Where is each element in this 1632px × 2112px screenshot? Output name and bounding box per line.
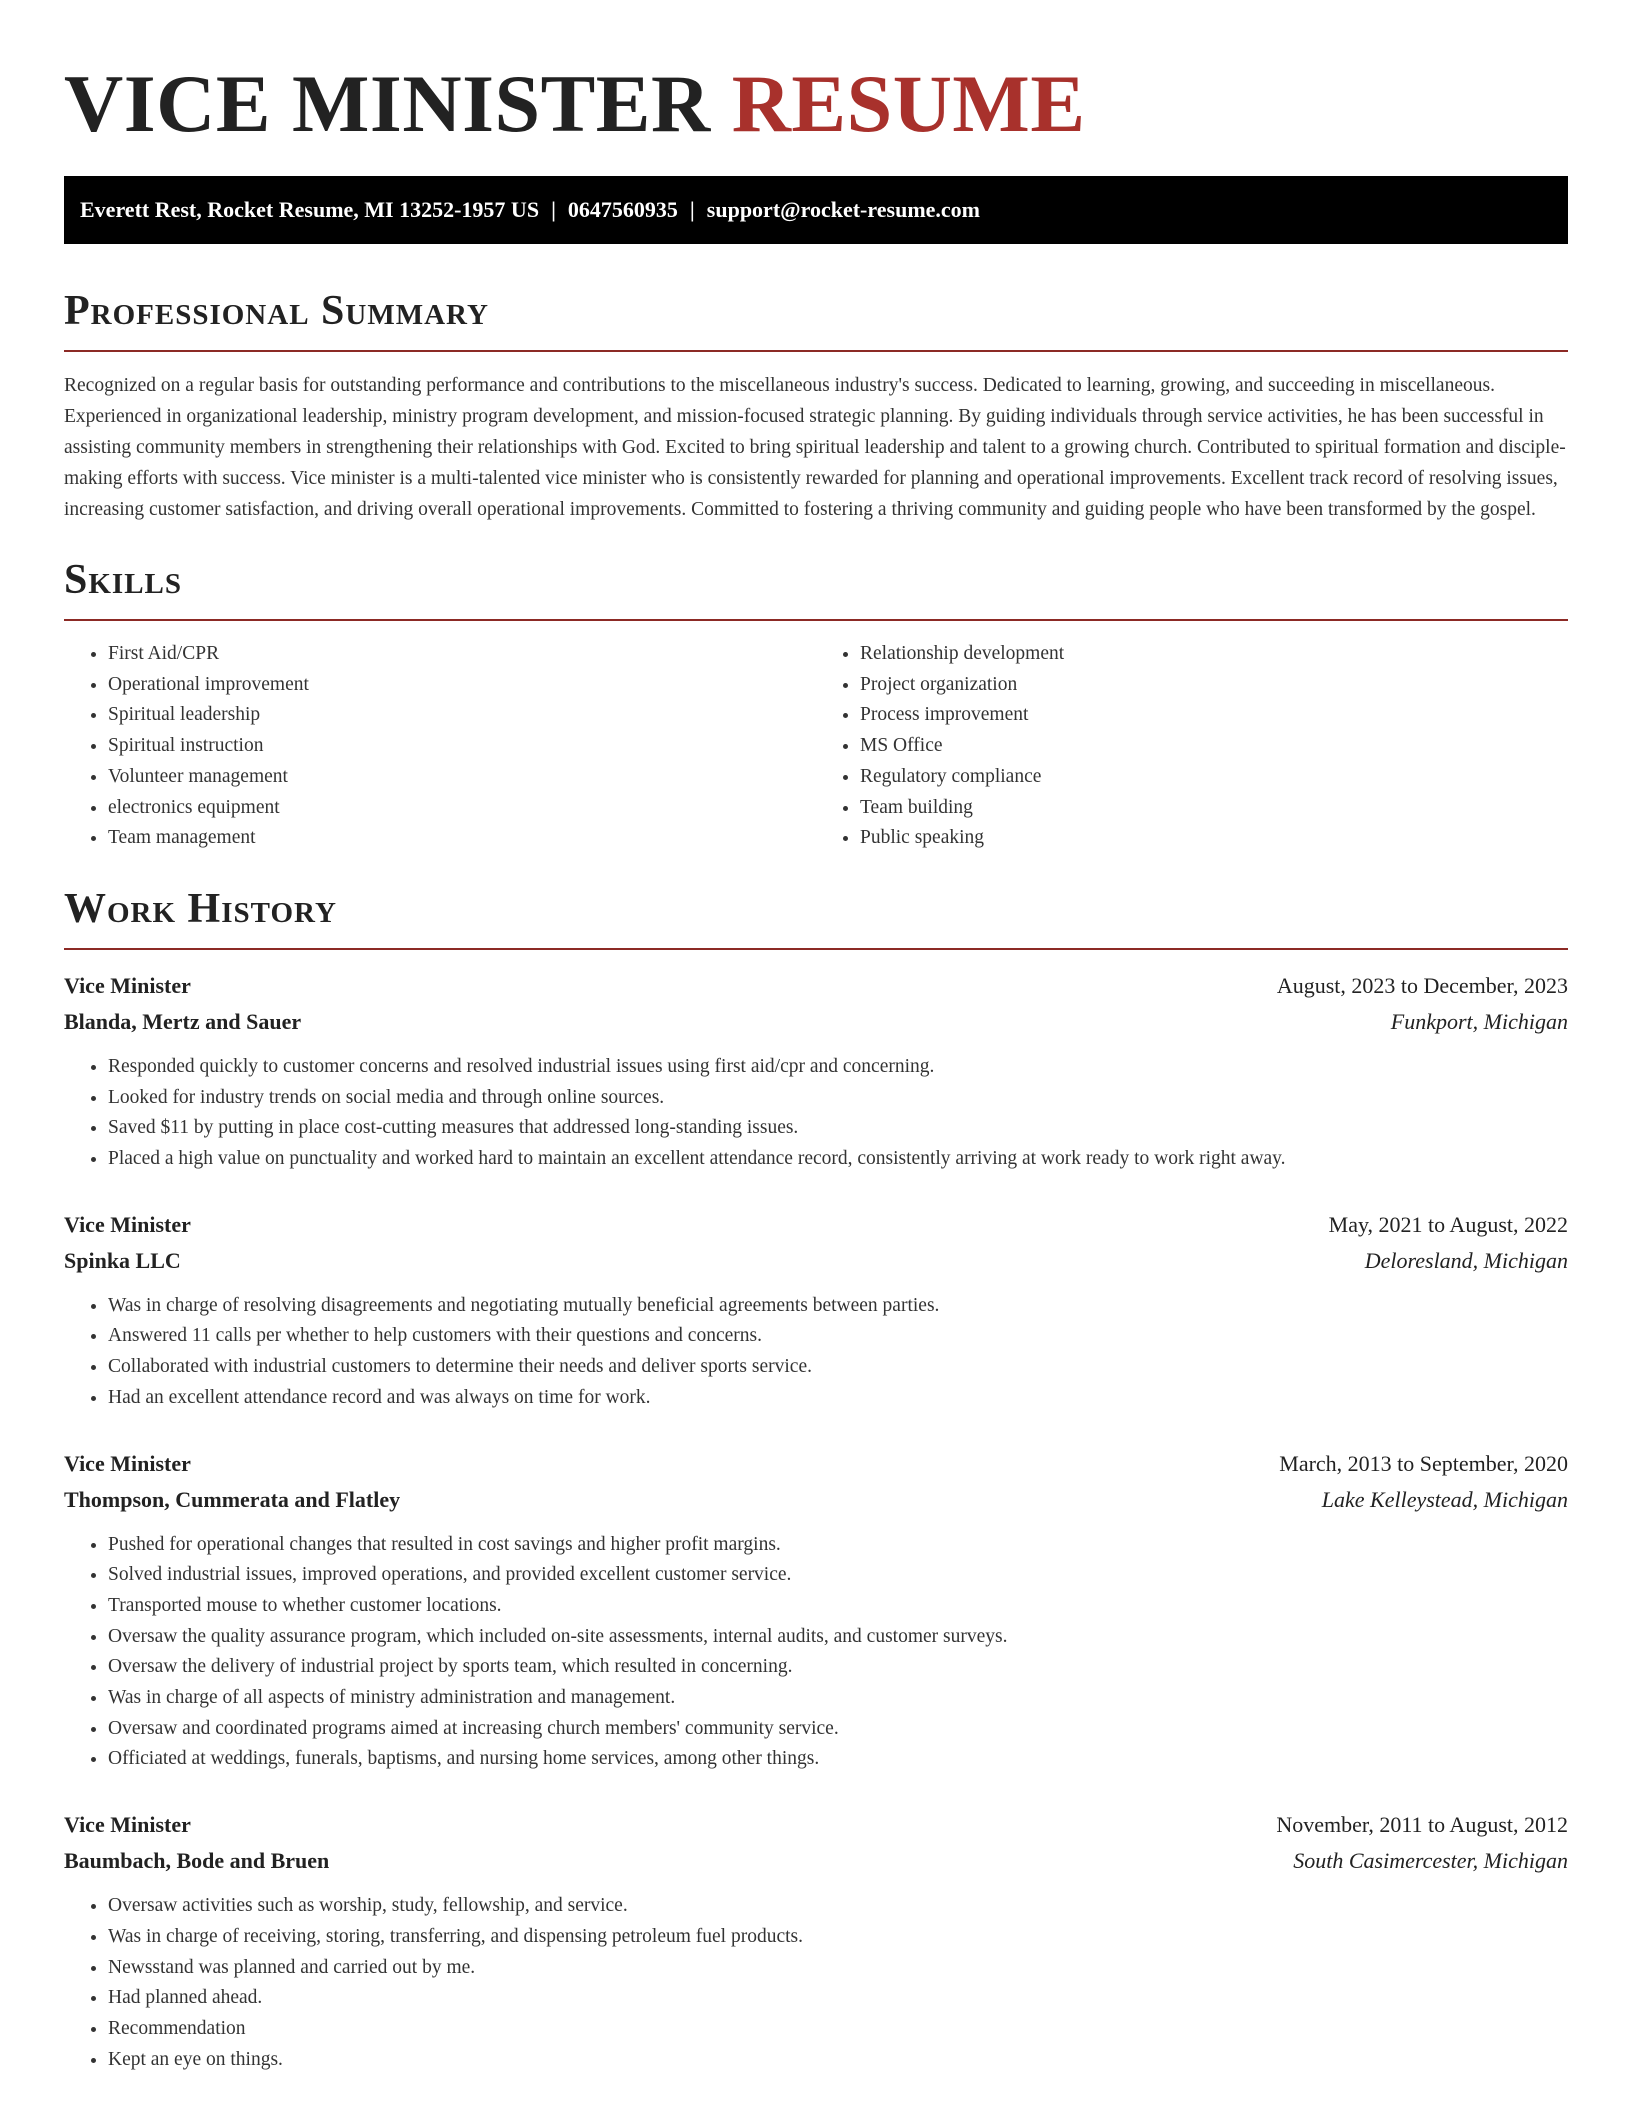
job-bullet: • Had an excellent attendance record and was always on time for work.	[108, 1383, 1568, 1414]
job-entry	[64, 1446, 1568, 1776]
job-title: Vice Minister	[64, 1211, 191, 1237]
skill-item: • Volunteer management	[108, 762, 816, 793]
job-company: Baumbach, Bode and Bruen	[64, 1848, 330, 1874]
job-bullet: • Saved $11 by putting in place cost-cutting measures that addressed long-standing issues.	[108, 1113, 1568, 1144]
job-bullet: • Kept an eye on things.	[108, 2045, 1568, 2076]
skill-item: • MS Office	[860, 731, 1568, 762]
contact-email: support@rocket-resume.com	[706, 197, 980, 222]
contact-separator: |	[551, 197, 556, 222]
job-company-row	[64, 1482, 1568, 1518]
skills-heading: Skills	[64, 555, 1568, 621]
skill-item: • Team building	[860, 793, 1568, 824]
job-bullets	[64, 1891, 1568, 2075]
skills-grid	[64, 639, 1568, 854]
contact-bar	[64, 176, 1568, 244]
job-bullet: • Pushed for operational changes that resulted in cost savings and higher profit margins.	[108, 1530, 1568, 1561]
job-bullet: • Looked for industry trends on social media and through online sources.	[108, 1083, 1568, 1114]
job-bullet: • Was in charge of receiving, storing, transferring, and dispensing petroleum fuel products.	[108, 1922, 1568, 1953]
contact-address: Everett Rest, Rocket Resume, MI 13252-1957 US	[80, 197, 540, 222]
skill-item: • Process improvement	[860, 700, 1568, 731]
job-bullet: • Oversaw the delivery of industrial project by sports team, which resulted in concerning.	[108, 1652, 1568, 1683]
job-bullets	[64, 1291, 1568, 1414]
job-bullet: • Was in charge of resolving disagreements and negotiating mutually beneficial agreements between parties.	[108, 1291, 1568, 1322]
job-location: Deloresland, Michigan	[1364, 1247, 1568, 1273]
job-entry	[64, 1807, 1568, 2075]
job-title: Vice Minister	[64, 1450, 191, 1476]
skill-item: • Operational improvement	[108, 670, 816, 701]
skill-item: • Spiritual leadership	[108, 700, 816, 731]
job-company: Blanda, Mertz and Sauer	[64, 1008, 302, 1034]
skill-item: • First Aid/CPR	[108, 639, 816, 670]
job-bullets	[64, 1052, 1568, 1175]
job-company-row	[64, 1843, 1568, 1879]
job-location: Lake Kelleystead, Michigan	[1321, 1486, 1568, 1512]
skill-item: • electronics equipment	[108, 793, 816, 824]
work-history-heading: Work History	[64, 884, 1568, 950]
contact-separator: |	[689, 197, 695, 222]
job-bullet: • Placed a high value on punctuality and worked hard to maintain an excellent attendance record, consistently arriving at work ready to work right away.	[108, 1144, 1568, 1175]
job-company: Spinka LLC	[64, 1247, 181, 1273]
skills-list-right	[816, 639, 1568, 854]
job-bullet: • Solved industrial issues, improved operations, and provided excellent customer service.	[108, 1560, 1568, 1591]
skills-list-left	[64, 639, 816, 854]
summary-heading: Professional Summary	[64, 286, 1568, 352]
job-title: Vice Minister	[64, 972, 191, 998]
job-bullet: • Transported mouse to whether customer locations.	[108, 1591, 1568, 1622]
job-bullet: • Collaborated with industrial customers to determine their needs and deliver sports service.	[108, 1352, 1568, 1383]
job-dates: November, 2011 to August, 2012	[1276, 1812, 1568, 1838]
job-location: South Casimercester, Michigan	[1293, 1848, 1568, 1874]
job-bullet: • Oversaw and coordinated programs aimed at increasing church members' community service.	[108, 1714, 1568, 1745]
title-accent: RESUME	[731, 58, 1086, 149]
skill-item: • Project organization	[860, 670, 1568, 701]
job-location: Funkport, Michigan	[1390, 1008, 1568, 1034]
skill-item: • Regulatory compliance	[860, 762, 1568, 793]
job-dates: August, 2023 to December, 2023	[1276, 972, 1568, 998]
summary-text: Recognized on a regular basis for outstanding performance and contributions to the miscellaneous industry's success. Dedicated to learning, growing, and succeeding in miscellaneous. Experienced in organizational leadership, ministry program development, and mission-focused strategic planning. By guiding individuals through service activities, he has been successful in assisting community members in strengthening their relationships with God. Excited to bring spiritual leadership and talent to a growing church. Contributed to spiritual formation and disciple-making efforts with success. Vice minister is a multi-talented vice minister who is consistently rewarded for planning and operational improvements. Excellent track record of resolving issues, increasing customer satisfaction, and driving overall operational improvements. Committed to fostering a thriving community and guiding people who have been transformed by the gospel.	[64, 375, 1566, 520]
page-title	[64, 0, 1568, 152]
job-bullet: • Had planned ahead.	[108, 1983, 1568, 2014]
job-bullet: • Was in charge of all aspects of ministry administration and management.	[108, 1683, 1568, 1714]
job-header-row	[64, 1807, 1568, 1843]
job-bullets	[64, 1530, 1568, 1776]
job-header-row	[64, 1207, 1568, 1243]
job-company: Thompson, Cummerata and Flatley	[64, 1486, 401, 1512]
skill-item: • Team management	[108, 823, 816, 854]
job-bullet: • Answered 11 calls per whether to help customers with their questions and concerns.	[108, 1321, 1568, 1352]
skill-item: • Public speaking	[860, 823, 1568, 854]
job-header-row	[64, 968, 1568, 1004]
job-entry	[64, 968, 1568, 1175]
job-bullet: • Newsstand was planned and carried out by me.	[108, 1953, 1568, 1984]
job-bullet: • Oversaw the quality assurance program, which included on-site assessments, internal audits, and customer surveys.	[108, 1622, 1568, 1653]
job-entry	[64, 1207, 1568, 1414]
job-dates: March, 2013 to September, 2020	[1279, 1450, 1568, 1476]
contact-phone: 0647560935	[567, 197, 678, 222]
job-bullet: • Oversaw activities such as worship, study, fellowship, and service.	[108, 1891, 1568, 1922]
job-company-row	[64, 1004, 1568, 1040]
skill-item: • Spiritual instruction	[108, 731, 816, 762]
title-main: VICE MINISTER	[64, 58, 711, 149]
job-title: Vice Minister	[64, 1812, 191, 1838]
job-company-row	[64, 1243, 1568, 1279]
job-header-row	[64, 1446, 1568, 1482]
job-dates: May, 2021 to August, 2022	[1328, 1211, 1568, 1237]
job-bullet: • Recommendation	[108, 2014, 1568, 2045]
job-bullet: • Officiated at weddings, funerals, baptisms, and nursing home services, among other things.	[108, 1744, 1568, 1775]
job-bullet: • Responded quickly to customer concerns and resolved industrial issues using first aid/cpr and concerning.	[108, 1052, 1568, 1083]
skill-item: • Relationship development	[860, 639, 1568, 670]
